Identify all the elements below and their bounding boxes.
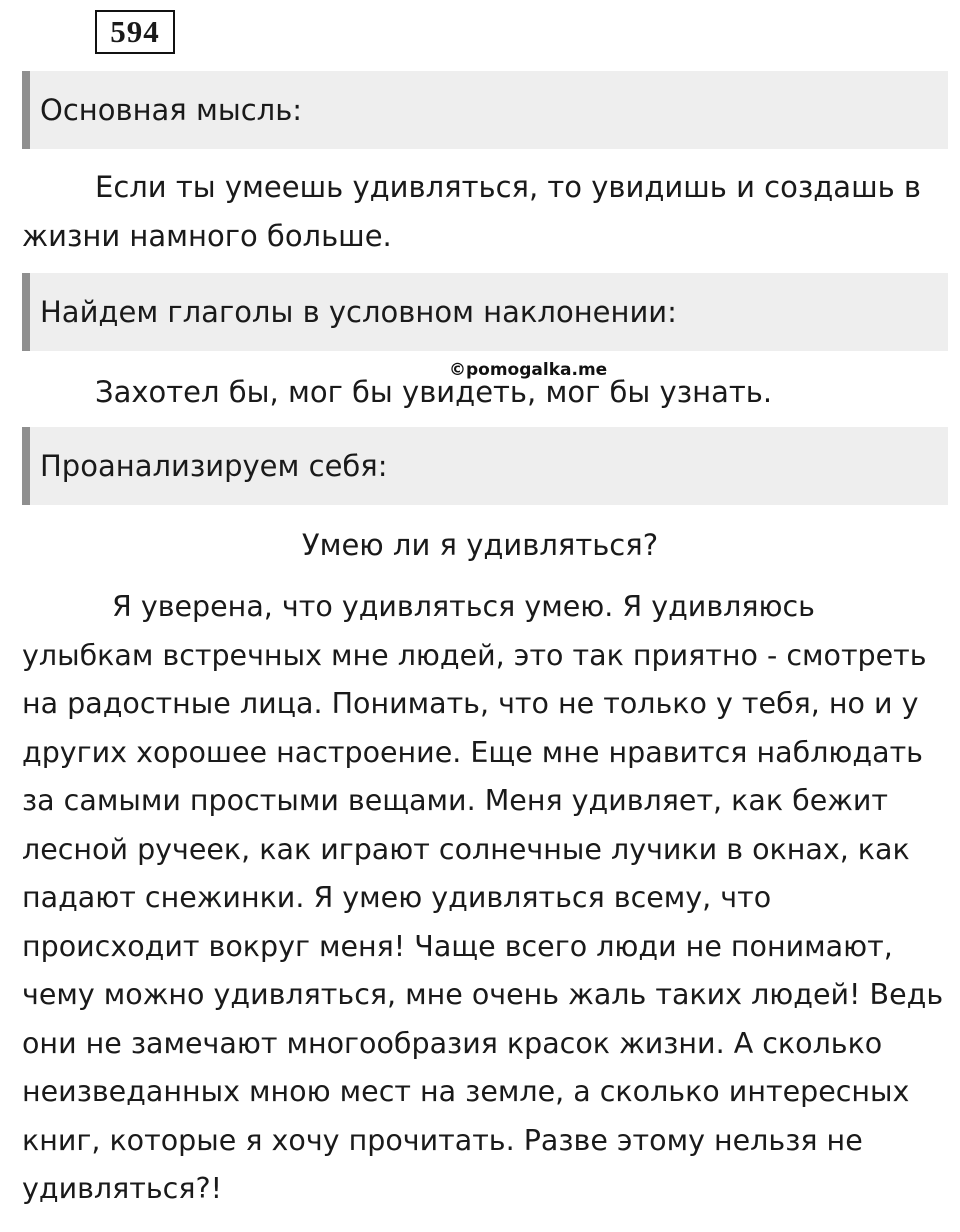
- essay-line: на радостные лица. Понимать, что не только у тебя, но и у: [22, 687, 919, 720]
- essay-line: неизведанных мною мест на земле, а сколько интересных: [22, 1075, 910, 1108]
- section-heading-self-analysis: Проанализируем себя:: [22, 427, 948, 505]
- essay-line: удивляться?!: [22, 1172, 223, 1205]
- essay-line: других хорошее настроение. Еще мне нравится наблюдать: [22, 735, 923, 769]
- watermark: ©pomogalka.me: [449, 360, 608, 380]
- section-heading-main-idea: Основная мысль:: [22, 71, 948, 149]
- essay-line: за самыми простыми вещами. Меня удивляет, как бежит: [22, 784, 889, 817]
- essay-line: чему можно удивляться, мне очень жаль таких людей! Ведь: [22, 978, 944, 1011]
- essay-line: Я уверена, что удивляться умею. Я удивляюсь: [112, 590, 815, 623]
- essay-line: происходит вокруг меня! Чаще всего люди не понимают,: [22, 929, 893, 963]
- conditional-verbs-text: Захотел бы, мог бы увидеть, мог бы узнать.: [95, 375, 773, 409]
- essay-line: они не замечают многообразия красок жизни. А сколько: [22, 1026, 883, 1060]
- exercise-number: 594: [95, 10, 175, 54]
- essay-line: падают снежинки. Я умею удивляться всему, что: [22, 881, 772, 914]
- essay-line: улыбкам встречных мне людей, это так приятно - смотреть: [22, 638, 927, 672]
- essay-line: книг, которые я хочу прочитать. Разве этому нельзя не: [22, 1123, 863, 1157]
- essay-title: Умею ли я удивляться?: [301, 528, 659, 562]
- essay-line: лесной ручеек, как играют солнечные лучики в окнах, как: [22, 832, 910, 866]
- essay-text: [22, 583, 960, 1214]
- section-heading-conditional-verbs: Найдем глаголы в условном наклонении:: [22, 273, 948, 351]
- main-idea-text: Если ты умеешь удивляться, то увидишь и создашь в жизни намного больше.: [22, 170, 922, 253]
